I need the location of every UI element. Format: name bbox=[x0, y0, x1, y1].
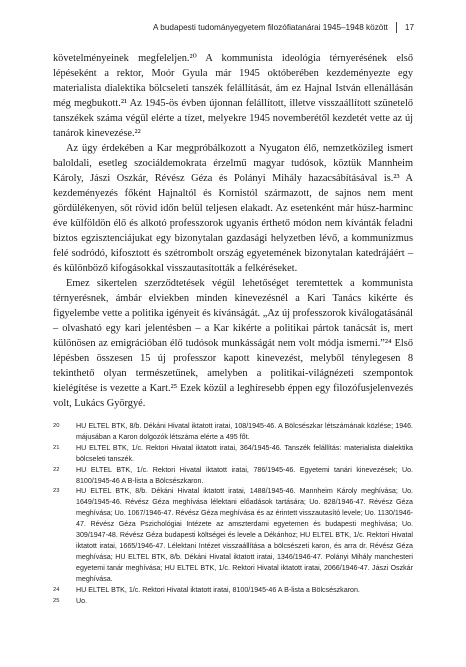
footnotes bbox=[53, 421, 413, 606]
footnote-number: 21 bbox=[53, 444, 60, 451]
running-header bbox=[153, 22, 414, 33]
footnote bbox=[53, 465, 413, 487]
footnote-text: HU ELTEL BTK, 8/b. Dékáni Hivatal iktatott iratai, 1488/1945-46. Mannheim Károly meghívása; Uo. 1649/1945-46. Révész Géza meghívása lélektani előadások tartására; Uo. 828/1946-47. Révész Géza meghívása; Uo. 1067/1946-47. Révész Géza meghívása és az érintett visszautasító levele; Uo. 1130/1946-47. Révész Géza Pszichológiai Intézete az amszterdami egyetemen és budapesti meghívása; Uo. 309/1947-48. Révész Géza budapesti költségei és levele a Dékánhoz; HU ELTEL BTK, 1/c. Rektori Hivatal iktatott iratai, 1665/1946-47. Lélektani Intézet visszaállítása a bölcsészeti karon, és arra dr. Révész Géza meghívása; HU ELTEL BTK, 8/b. Dékáni Hivatal iktatott iratai, 1346/1946-47. Polányi Mihály manchesteri egyetemi tanár meghívása; HU ELTEL BTK, 1/c. Rektori Hivatal iktatott iratai, 2066/1946-47. Jászi Oszkár meghívása. bbox=[76, 487, 414, 583]
footnote bbox=[53, 596, 413, 607]
footnote-text: Uo. bbox=[76, 596, 88, 605]
running-title: A budapesti tudományegyetem filozófiatanárai 1945–1948 között bbox=[153, 23, 388, 32]
footnote-number: 20 bbox=[53, 423, 60, 429]
paragraph: Emez sikertelen szerződtetések végül lehetőséget teremtettek a kommunista térnyerésnek, ámbár elviekben minden kinevezésnél a Kari Tanács kikérte és figyelembe vette a politika igényeit és kívánságát. „Az új professzorok kiválogatásánál – olvasható egy kari jelentésben – a Kar kikérte a politikai pártok tanácsát is, mert különösen az emigrációban élő tudósok munkásságát nem volt módja ismerni.”²⁴ Első lépésben összesen 15 új professzor kapott kinevezést, melyből ténylegesen 8 tekinthető olyan természetűnek, amelyben a politikai-világnézeti szempontok kielégítése is vezette a Kart.²⁵ Ezek közül a leghíresebb éppen egy filozófusjelenvezés volt, Lukács Györgyé. bbox=[53, 278, 413, 409]
paragraph: követelményeinek megfeleljen.²⁰ A kommunista ideológia térnyerésének első lépéseként a rektor, Moór Gyula már 1945 októberében kezdeményezte egy materialista dialektika bölcseleti tanszék felállítását, ám ez Hajnal István ellenállásán még megbukott.²¹ Az 1945-ös évben újonnan felállított, illetve visszaállított szünetelő tanszékek száma végül elérte a tízet, melyekre 1945 novemberétől kezdetét vette az új tanárok kinevezése.²² bbox=[53, 53, 413, 139]
header-divider bbox=[396, 22, 397, 33]
footnote-number: 24 bbox=[53, 586, 60, 593]
footnote-number: 23 bbox=[53, 488, 60, 495]
main-text bbox=[53, 51, 413, 411]
footnote-text: HU ELTEL BTK, 8/b. Dékáni Hivatal iktatott iratai, 108/1945-46. A Bölcsészkar létszámának közlése; 1946. májusában a Karon dolgozók létszáma elérte a 495 főt. bbox=[76, 422, 413, 441]
footnote bbox=[53, 486, 413, 584]
footnote bbox=[53, 443, 413, 465]
footnote-number: 25 bbox=[53, 597, 60, 604]
footnote-text: HU ELTEL BTK, 1/c. Rektori Hivatal iktatott iratai, 364/1945-46. Tanszék felállítás: materialista dialektika bölcseleti tanszék. bbox=[76, 443, 413, 463]
footnote-number: 22 bbox=[53, 466, 60, 473]
paragraph: Az ügy érdekében a Kar megpróbálkozott a Nyugaton élő, nemzetközileg ismert baloldali, esetleg szociáldemokrata érzelmű magyar tudósok, köztük Mannheim Károly, Jászi Oszkár, Révész Géza és Polányi Mihály hazacsábításával is.²³ A kezdeményezés főként Hajnaltól és Kornistól származott, de sajnos nem ment gördülékenyen, sőt rövid időn belül teljesen elakadt. Az esetenként már húsz-harminc éve külföldön élő és alkotó professzorok ugyanis érthető módon nem kívánták feladni biztos egzisztenciájukat egy bizonytalan gazdasági helyzetben lévő, a kommunizmus felé sodródó, kifosztott és szétrombolt ország egyetemének bizonytalan katedrájáért – és különböző kifogásokkal visszautasították a felkéréseket. bbox=[53, 143, 413, 274]
footnote-text: HU ELTEL BTK, 1/c. Rektori Hivatal iktatott iratai, 786/1945-46. Egyetemi tanári kinevezések; Uo. 8100/1945-46 A B-lista a Bölcsészkaron. bbox=[76, 465, 413, 485]
footnote-text: HU ELTEL BTK, 1/c. Rektori Hivatal iktatott iratai, 8100/1945-46 A B-lista a Bölcsészkaron. bbox=[76, 585, 360, 594]
page-number: 17 bbox=[404, 23, 414, 32]
footnote bbox=[53, 421, 413, 443]
footnote bbox=[53, 585, 413, 596]
